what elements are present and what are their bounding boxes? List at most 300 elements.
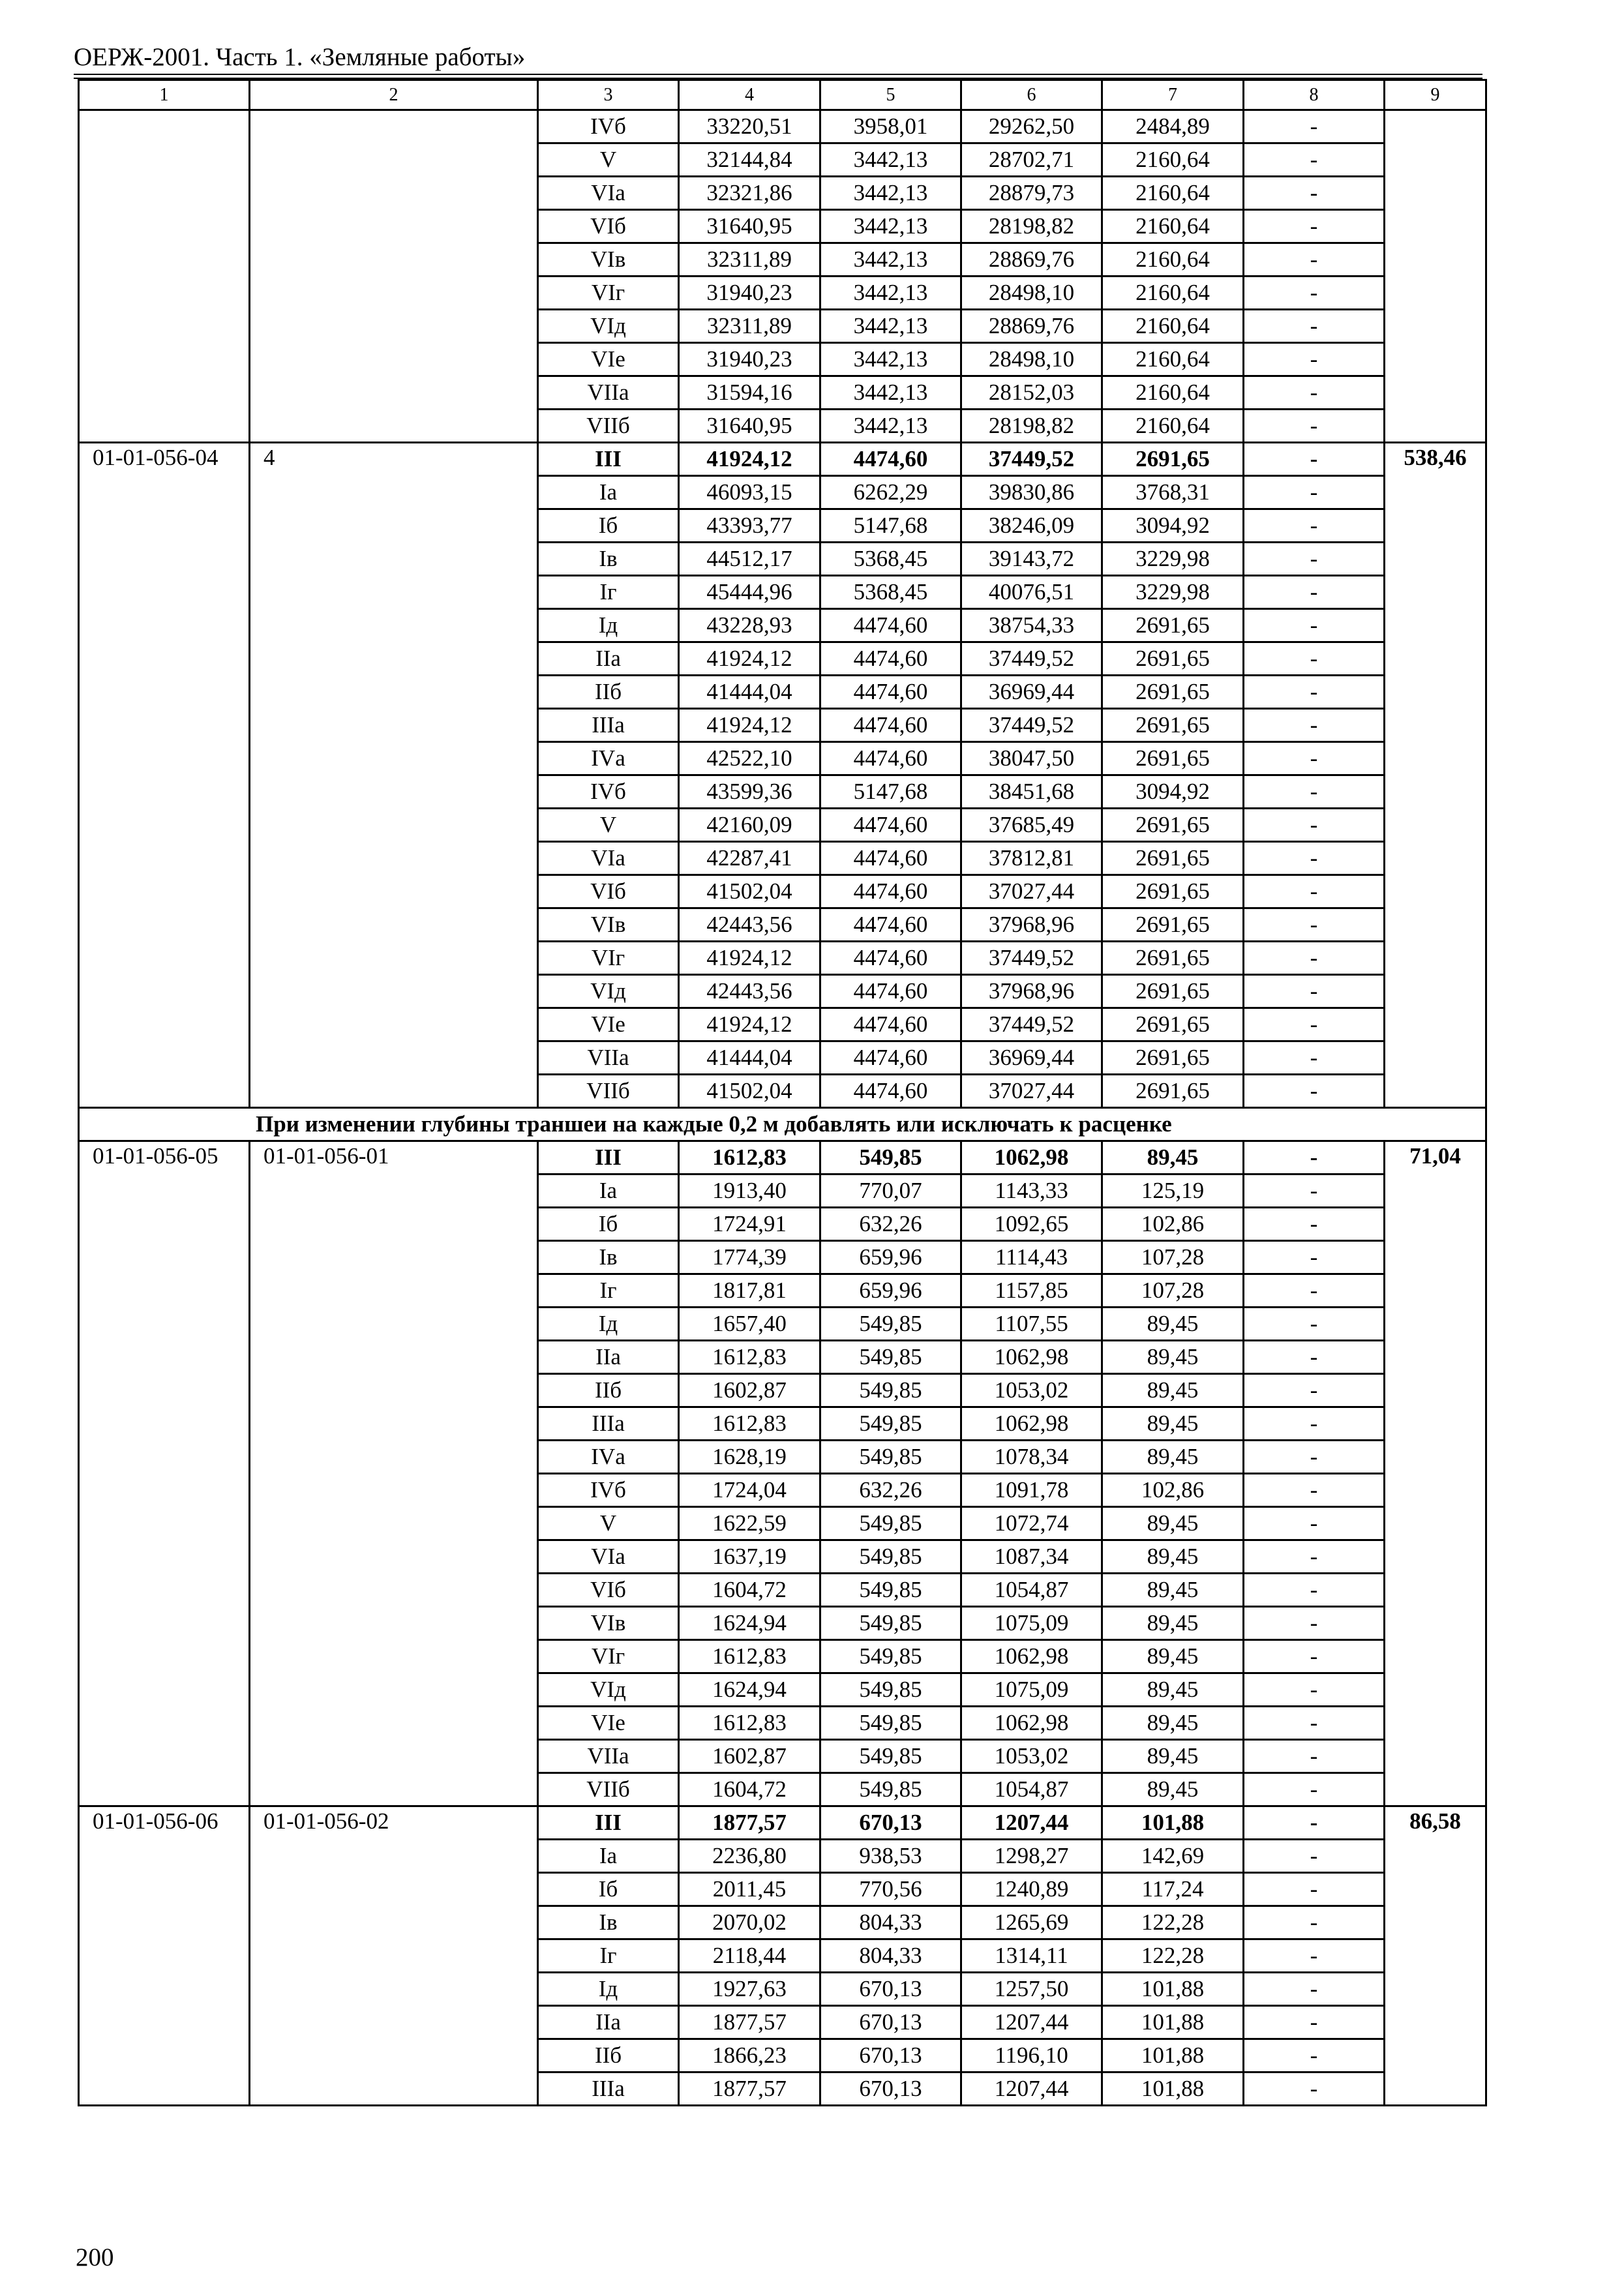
soil-group: VIIа — [538, 376, 679, 410]
running-header: ОЕРЖ-2001. Часть 1. «Земляные работы» — [74, 43, 526, 71]
labor-wages: 4474,60 — [820, 809, 961, 842]
soil-group: V — [538, 1507, 679, 1540]
labor-wages: 549,85 — [820, 1407, 961, 1441]
operator-wages: 89,45 — [1102, 1773, 1244, 1806]
total-cost: 1612,83 — [679, 1640, 820, 1673]
materials: - — [1244, 676, 1385, 709]
materials: - — [1244, 243, 1385, 277]
machine-operation: 37968,96 — [961, 908, 1102, 942]
labor-wages: 4474,60 — [820, 709, 961, 742]
machine-operation: 36969,44 — [961, 1041, 1102, 1075]
machine-operation: 1298,27 — [961, 1840, 1102, 1873]
operator-wages: 2160,64 — [1102, 210, 1244, 243]
materials: - — [1244, 642, 1385, 676]
soil-group: IVа — [538, 1441, 679, 1474]
labor-wages: 549,85 — [820, 1308, 961, 1341]
operator-wages: 2691,65 — [1102, 908, 1244, 942]
soil-group: VIд — [538, 1673, 679, 1707]
soil-group: Iа — [538, 1840, 679, 1873]
materials: - — [1244, 1607, 1385, 1640]
total-cost: 44512,17 — [679, 543, 820, 576]
soil-group: IIа — [538, 2006, 679, 2039]
labor-wages: 4474,60 — [820, 1075, 961, 1108]
total-cost: 1817,81 — [679, 1274, 820, 1308]
labor-wages: 804,33 — [820, 1906, 961, 1939]
soil-group: IVб — [538, 775, 679, 809]
operator-wages: 2691,65 — [1102, 1041, 1244, 1075]
total-cost: 1877,57 — [679, 2006, 820, 2039]
materials: - — [1244, 1540, 1385, 1574]
machine-operation: 37968,96 — [961, 975, 1102, 1008]
soil-group: IIIа — [538, 1407, 679, 1441]
table-row — [79, 1806, 1486, 1840]
labor-wages: 4474,60 — [820, 975, 961, 1008]
page-number: 200 — [76, 2243, 114, 2271]
operator-wages: 2160,64 — [1102, 343, 1244, 376]
total-cost: 41444,04 — [679, 1041, 820, 1075]
table-row — [79, 1141, 1486, 1174]
operator-wages: 2691,65 — [1102, 975, 1244, 1008]
total-cost: 41924,12 — [679, 1008, 820, 1041]
operator-wages: 89,45 — [1102, 1407, 1244, 1441]
soil-group: IIа — [538, 642, 679, 676]
materials: - — [1244, 576, 1385, 609]
soil-group: Iб — [538, 509, 679, 543]
soil-group: VIб — [538, 1574, 679, 1607]
materials: - — [1244, 1241, 1385, 1274]
machine-operation: 38754,33 — [961, 609, 1102, 642]
total-cost: 1774,39 — [679, 1241, 820, 1274]
materials: - — [1244, 2039, 1385, 2072]
soil-group: IIб — [538, 2039, 679, 2072]
machine-operation: 28498,10 — [961, 277, 1102, 310]
labor-wages: 6262,29 — [820, 476, 961, 509]
machine-operation: 1265,69 — [961, 1906, 1102, 1939]
soil-group: III — [538, 443, 679, 476]
labor-wages: 549,85 — [820, 1673, 961, 1707]
total-cost: 1604,72 — [679, 1574, 820, 1607]
soil-group: IIIа — [538, 709, 679, 742]
materials: - — [1244, 1640, 1385, 1673]
operator-wages: 89,45 — [1102, 1707, 1244, 1740]
operator-wages: 2691,65 — [1102, 842, 1244, 875]
labor-wages: 549,85 — [820, 1441, 961, 1474]
materials: - — [1244, 110, 1385, 143]
total-cost: 46093,15 — [679, 476, 820, 509]
labor-wages: 770,07 — [820, 1174, 961, 1208]
materials: - — [1244, 177, 1385, 210]
total-cost: 31940,23 — [679, 277, 820, 310]
materials: - — [1244, 1308, 1385, 1341]
machine-operation: 1075,09 — [961, 1607, 1102, 1640]
materials: - — [1244, 1374, 1385, 1407]
soil-group: Iд — [538, 609, 679, 642]
soil-group: III — [538, 1141, 679, 1174]
machine-operation: 1072,74 — [961, 1507, 1102, 1540]
column-number: 2 — [250, 80, 538, 110]
total-cost: 43228,93 — [679, 609, 820, 642]
total-cost: 31640,95 — [679, 410, 820, 443]
soil-group: VIв — [538, 908, 679, 942]
total-cost: 42443,56 — [679, 908, 820, 942]
soil-group: VIе — [538, 1707, 679, 1740]
table-row — [79, 110, 1486, 143]
total-cost: 2118,44 — [679, 1939, 820, 1973]
labor-wages: 670,13 — [820, 2006, 961, 2039]
soil-group: VIб — [538, 875, 679, 908]
column-number: 9 — [1385, 80, 1486, 110]
total-cost: 2236,80 — [679, 1840, 820, 1873]
soil-group: VIIб — [538, 1773, 679, 1806]
total-cost: 1624,94 — [679, 1673, 820, 1707]
soil-group: VIг — [538, 942, 679, 975]
total-cost: 1913,40 — [679, 1174, 820, 1208]
column-number: 4 — [679, 80, 820, 110]
soil-group: Iг — [538, 1274, 679, 1308]
labor-wages: 3442,13 — [820, 310, 961, 343]
labor-wages: 549,85 — [820, 1640, 961, 1673]
soil-group: VIIа — [538, 1740, 679, 1773]
operator-wages: 101,88 — [1102, 1806, 1244, 1840]
machine-operation: 1114,43 — [961, 1241, 1102, 1274]
materials: - — [1244, 210, 1385, 243]
labor-wages: 4474,60 — [820, 842, 961, 875]
materials: - — [1244, 376, 1385, 410]
machine-operation: 1207,44 — [961, 2006, 1102, 2039]
machine-operation: 1107,55 — [961, 1308, 1102, 1341]
total-cost: 1637,19 — [679, 1540, 820, 1574]
total-cost: 32321,86 — [679, 177, 820, 210]
machine-operation: 38246,09 — [961, 509, 1102, 543]
materials: - — [1244, 1041, 1385, 1075]
labor-wages: 3958,01 — [820, 110, 961, 143]
machine-operation: 37027,44 — [961, 875, 1102, 908]
total-cost: 42522,10 — [679, 742, 820, 775]
materials: - — [1244, 1574, 1385, 1607]
soil-group: IIб — [538, 676, 679, 709]
operator-wages: 2691,65 — [1102, 1075, 1244, 1108]
machine-operation: 28869,76 — [961, 310, 1102, 343]
materials: - — [1244, 143, 1385, 177]
materials: - — [1244, 1707, 1385, 1740]
operator-wages: 2691,65 — [1102, 1008, 1244, 1041]
total-cost: 1612,83 — [679, 1141, 820, 1174]
machine-operation: 28702,71 — [961, 143, 1102, 177]
machine-operation: 28869,76 — [961, 243, 1102, 277]
materials: - — [1244, 942, 1385, 975]
labor-wages: 670,13 — [820, 1973, 961, 2006]
soil-group: VIд — [538, 975, 679, 1008]
materials: - — [1244, 1740, 1385, 1773]
total-cost: 1624,94 — [679, 1607, 820, 1640]
machine-operation: 37449,52 — [961, 1008, 1102, 1041]
operator-wages: 89,45 — [1102, 1607, 1244, 1640]
soil-group: VIг — [538, 1640, 679, 1673]
soil-group: IIIа — [538, 2072, 679, 2106]
machine-operation: 28198,82 — [961, 410, 1102, 443]
labor-wages: 770,56 — [820, 1873, 961, 1906]
machine-operation: 28152,03 — [961, 376, 1102, 410]
labor-wages: 5368,45 — [820, 543, 961, 576]
operator-wages: 89,45 — [1102, 1673, 1244, 1707]
operator-wages: 3768,31 — [1102, 476, 1244, 509]
machine-operation: 1314,11 — [961, 1939, 1102, 1973]
machine-operation: 1207,44 — [961, 2072, 1102, 2106]
labor-wages: 4474,60 — [820, 942, 961, 975]
materials: - — [1244, 509, 1385, 543]
machine-operation: 37449,52 — [961, 709, 1102, 742]
operator-wages: 89,45 — [1102, 1441, 1244, 1474]
column-number: 8 — [1244, 80, 1385, 110]
labor-wages: 3442,13 — [820, 376, 961, 410]
materials: - — [1244, 1973, 1385, 2006]
soil-group: Iг — [538, 576, 679, 609]
operator-wages: 122,28 — [1102, 1906, 1244, 1939]
materials: - — [1244, 277, 1385, 310]
materials: - — [1244, 543, 1385, 576]
column-number: 7 — [1102, 80, 1244, 110]
total-cost: 31640,95 — [679, 210, 820, 243]
rate-code: 01-01-056-05 — [79, 1141, 250, 1806]
total-cost: 32311,89 — [679, 243, 820, 277]
operator-wages: 3094,92 — [1102, 509, 1244, 543]
soil-group: Iа — [538, 476, 679, 509]
materials: - — [1244, 2006, 1385, 2039]
labor-wages: 4474,60 — [820, 1008, 961, 1041]
section-note: При изменении глубины траншеи на каждые 0,2 м добавлять или исключать к расценке — [79, 1108, 1486, 1141]
materials: - — [1244, 1174, 1385, 1208]
labor-wages: 3442,13 — [820, 243, 961, 277]
labor-wages: 670,13 — [820, 2072, 961, 2106]
labor-wages: 804,33 — [820, 1939, 961, 1973]
machine-operation: 1075,09 — [961, 1673, 1102, 1707]
labor-wages: 3442,13 — [820, 410, 961, 443]
operator-wages: 107,28 — [1102, 1241, 1244, 1274]
machine-operation: 37449,52 — [961, 443, 1102, 476]
soil-group: IVб — [538, 1474, 679, 1507]
materials: - — [1244, 975, 1385, 1008]
total-cost: 1604,72 — [679, 1773, 820, 1806]
column-number-row — [79, 80, 1486, 110]
machine-operation: 39143,72 — [961, 543, 1102, 576]
labor-wages: 5147,68 — [820, 775, 961, 809]
machine-operation: 1240,89 — [961, 1873, 1102, 1906]
rates-table — [78, 79, 1487, 2106]
operator-wages: 102,86 — [1102, 1208, 1244, 1241]
materials: - — [1244, 1507, 1385, 1540]
soil-group: IVа — [538, 742, 679, 775]
machine-operation: 1157,85 — [961, 1274, 1102, 1308]
total-cost: 42160,09 — [679, 809, 820, 842]
soil-group: Iв — [538, 543, 679, 576]
labor-wages: 4474,60 — [820, 443, 961, 476]
labor-wages: 5147,68 — [820, 509, 961, 543]
total-cost: 41502,04 — [679, 1075, 820, 1108]
machine-operation: 1062,98 — [961, 1407, 1102, 1441]
labor-wages: 5368,45 — [820, 576, 961, 609]
machine-operation: 28879,73 — [961, 177, 1102, 210]
machine-operation: 1062,98 — [961, 1141, 1102, 1174]
total-cost: 41924,12 — [679, 709, 820, 742]
labor-wages: 549,85 — [820, 1374, 961, 1407]
operator-wages: 2160,64 — [1102, 310, 1244, 343]
operator-wages: 2691,65 — [1102, 742, 1244, 775]
machine-operation: 37449,52 — [961, 642, 1102, 676]
machine-operation: 37685,49 — [961, 809, 1102, 842]
total-cost: 1628,19 — [679, 1441, 820, 1474]
materials: - — [1244, 1441, 1385, 1474]
soil-group: Iд — [538, 1308, 679, 1341]
total-cost: 32311,89 — [679, 310, 820, 343]
machine-operation: 1087,34 — [961, 1540, 1102, 1574]
materials: - — [1244, 410, 1385, 443]
materials: - — [1244, 1474, 1385, 1507]
operator-wages: 2691,65 — [1102, 709, 1244, 742]
column-number: 3 — [538, 80, 679, 110]
soil-group: Iб — [538, 1873, 679, 1906]
operator-wages: 2691,65 — [1102, 809, 1244, 842]
labor-wages: 659,96 — [820, 1274, 961, 1308]
machine-operation: 1196,10 — [961, 2039, 1102, 2072]
materials: - — [1244, 908, 1385, 942]
machine-operation: 1054,87 — [961, 1773, 1102, 1806]
labor-wages: 4474,60 — [820, 742, 961, 775]
soil-group: VIIа — [538, 1041, 679, 1075]
labor-wages: 549,85 — [820, 1507, 961, 1540]
total-cost: 31940,23 — [679, 343, 820, 376]
total-cost: 42443,56 — [679, 975, 820, 1008]
soil-group: Iд — [538, 1973, 679, 2006]
total-cost: 33220,51 — [679, 110, 820, 143]
operator-wages: 89,45 — [1102, 1740, 1244, 1773]
materials: - — [1244, 809, 1385, 842]
reference-rate: 01-01-056-01 — [250, 1141, 538, 1806]
total-cost: 1602,87 — [679, 1740, 820, 1773]
materials: - — [1244, 1773, 1385, 1806]
soil-group: Iв — [538, 1241, 679, 1274]
operator-wages: 3229,98 — [1102, 543, 1244, 576]
labor-wages: 670,13 — [820, 2039, 961, 2072]
operator-wages: 2484,89 — [1102, 110, 1244, 143]
labor-wages: 4474,60 — [820, 908, 961, 942]
machine-operation: 1143,33 — [961, 1174, 1102, 1208]
materials: - — [1244, 1274, 1385, 1308]
total-cost: 41924,12 — [679, 443, 820, 476]
labor-cost: 86,58 — [1385, 1806, 1486, 2106]
labor-wages: 549,85 — [820, 1773, 961, 1806]
column-number: 6 — [961, 80, 1102, 110]
reference-rate: 01-01-056-02 — [250, 1806, 538, 2106]
total-cost: 42287,41 — [679, 842, 820, 875]
rates-table-body — [79, 80, 1486, 2106]
operator-wages: 2160,64 — [1102, 376, 1244, 410]
labor-cost: 538,46 — [1385, 443, 1486, 1108]
labor-wages: 549,85 — [820, 1607, 961, 1640]
operator-wages: 107,28 — [1102, 1274, 1244, 1308]
total-cost: 2070,02 — [679, 1906, 820, 1939]
operator-wages: 2160,64 — [1102, 177, 1244, 210]
machine-operation: 1054,87 — [961, 1574, 1102, 1607]
operator-wages: 102,86 — [1102, 1474, 1244, 1507]
operator-wages: 2691,65 — [1102, 942, 1244, 975]
machine-operation: 1091,78 — [961, 1474, 1102, 1507]
machine-operation: 38047,50 — [961, 742, 1102, 775]
operator-wages: 2691,65 — [1102, 875, 1244, 908]
materials: - — [1244, 709, 1385, 742]
soil-group: VIа — [538, 177, 679, 210]
total-cost: 1724,04 — [679, 1474, 820, 1507]
soil-group: VIб — [538, 210, 679, 243]
labor-wages: 549,85 — [820, 1574, 961, 1607]
operator-wages: 2691,65 — [1102, 609, 1244, 642]
machine-operation: 1257,50 — [961, 1973, 1102, 2006]
machine-operation: 37027,44 — [961, 1075, 1102, 1108]
machine-operation: 1207,44 — [961, 1806, 1102, 1840]
labor-wages: 670,13 — [820, 1806, 961, 1840]
total-cost: 32144,84 — [679, 143, 820, 177]
total-cost: 1724,91 — [679, 1208, 820, 1241]
labor-wages: 632,26 — [820, 1474, 961, 1507]
labor-wages: 3442,13 — [820, 343, 961, 376]
machine-operation: 28198,82 — [961, 210, 1102, 243]
soil-group: VIе — [538, 343, 679, 376]
soil-group: III — [538, 1806, 679, 1840]
total-cost: 1612,83 — [679, 1341, 820, 1374]
materials: - — [1244, 609, 1385, 642]
total-cost: 1877,57 — [679, 2072, 820, 2106]
materials: - — [1244, 2072, 1385, 2106]
labor-cost: 71,04 — [1385, 1141, 1486, 1806]
total-cost: 41924,12 — [679, 942, 820, 975]
table-row — [79, 443, 1486, 476]
labor-wages: 4474,60 — [820, 676, 961, 709]
labor-wages: 549,85 — [820, 1141, 961, 1174]
rate-code: 01-01-056-04 — [79, 443, 250, 1108]
machine-operation: 39830,86 — [961, 476, 1102, 509]
labor-wages: 3442,13 — [820, 277, 961, 310]
materials: - — [1244, 842, 1385, 875]
materials: - — [1244, 1341, 1385, 1374]
operator-wages: 3094,92 — [1102, 775, 1244, 809]
materials: - — [1244, 1939, 1385, 1973]
soil-group: VIв — [538, 1607, 679, 1640]
labor-wages: 3442,13 — [820, 177, 961, 210]
machine-operation: 1078,34 — [961, 1441, 1102, 1474]
operator-wages: 3229,98 — [1102, 576, 1244, 609]
operator-wages: 122,28 — [1102, 1939, 1244, 1973]
machine-operation: 37449,52 — [961, 942, 1102, 975]
total-cost: 1602,87 — [679, 1374, 820, 1407]
machine-operation: 38451,68 — [961, 775, 1102, 809]
operator-wages: 101,88 — [1102, 2006, 1244, 2039]
machine-operation: 36969,44 — [961, 676, 1102, 709]
total-cost: 2011,45 — [679, 1873, 820, 1906]
labor-wages: 4474,60 — [820, 875, 961, 908]
materials: - — [1244, 443, 1385, 476]
total-cost: 1866,23 — [679, 2039, 820, 2072]
labor-wages: 4474,60 — [820, 642, 961, 676]
total-cost: 1657,40 — [679, 1308, 820, 1341]
operator-wages: 89,45 — [1102, 1640, 1244, 1673]
soil-group: V — [538, 809, 679, 842]
operator-wages: 2160,64 — [1102, 410, 1244, 443]
materials: - — [1244, 1141, 1385, 1174]
materials: - — [1244, 1673, 1385, 1707]
column-number: 5 — [820, 80, 961, 110]
labor-wages: 659,96 — [820, 1241, 961, 1274]
soil-group: Iг — [538, 1939, 679, 1973]
header-rule-top — [74, 74, 1482, 75]
